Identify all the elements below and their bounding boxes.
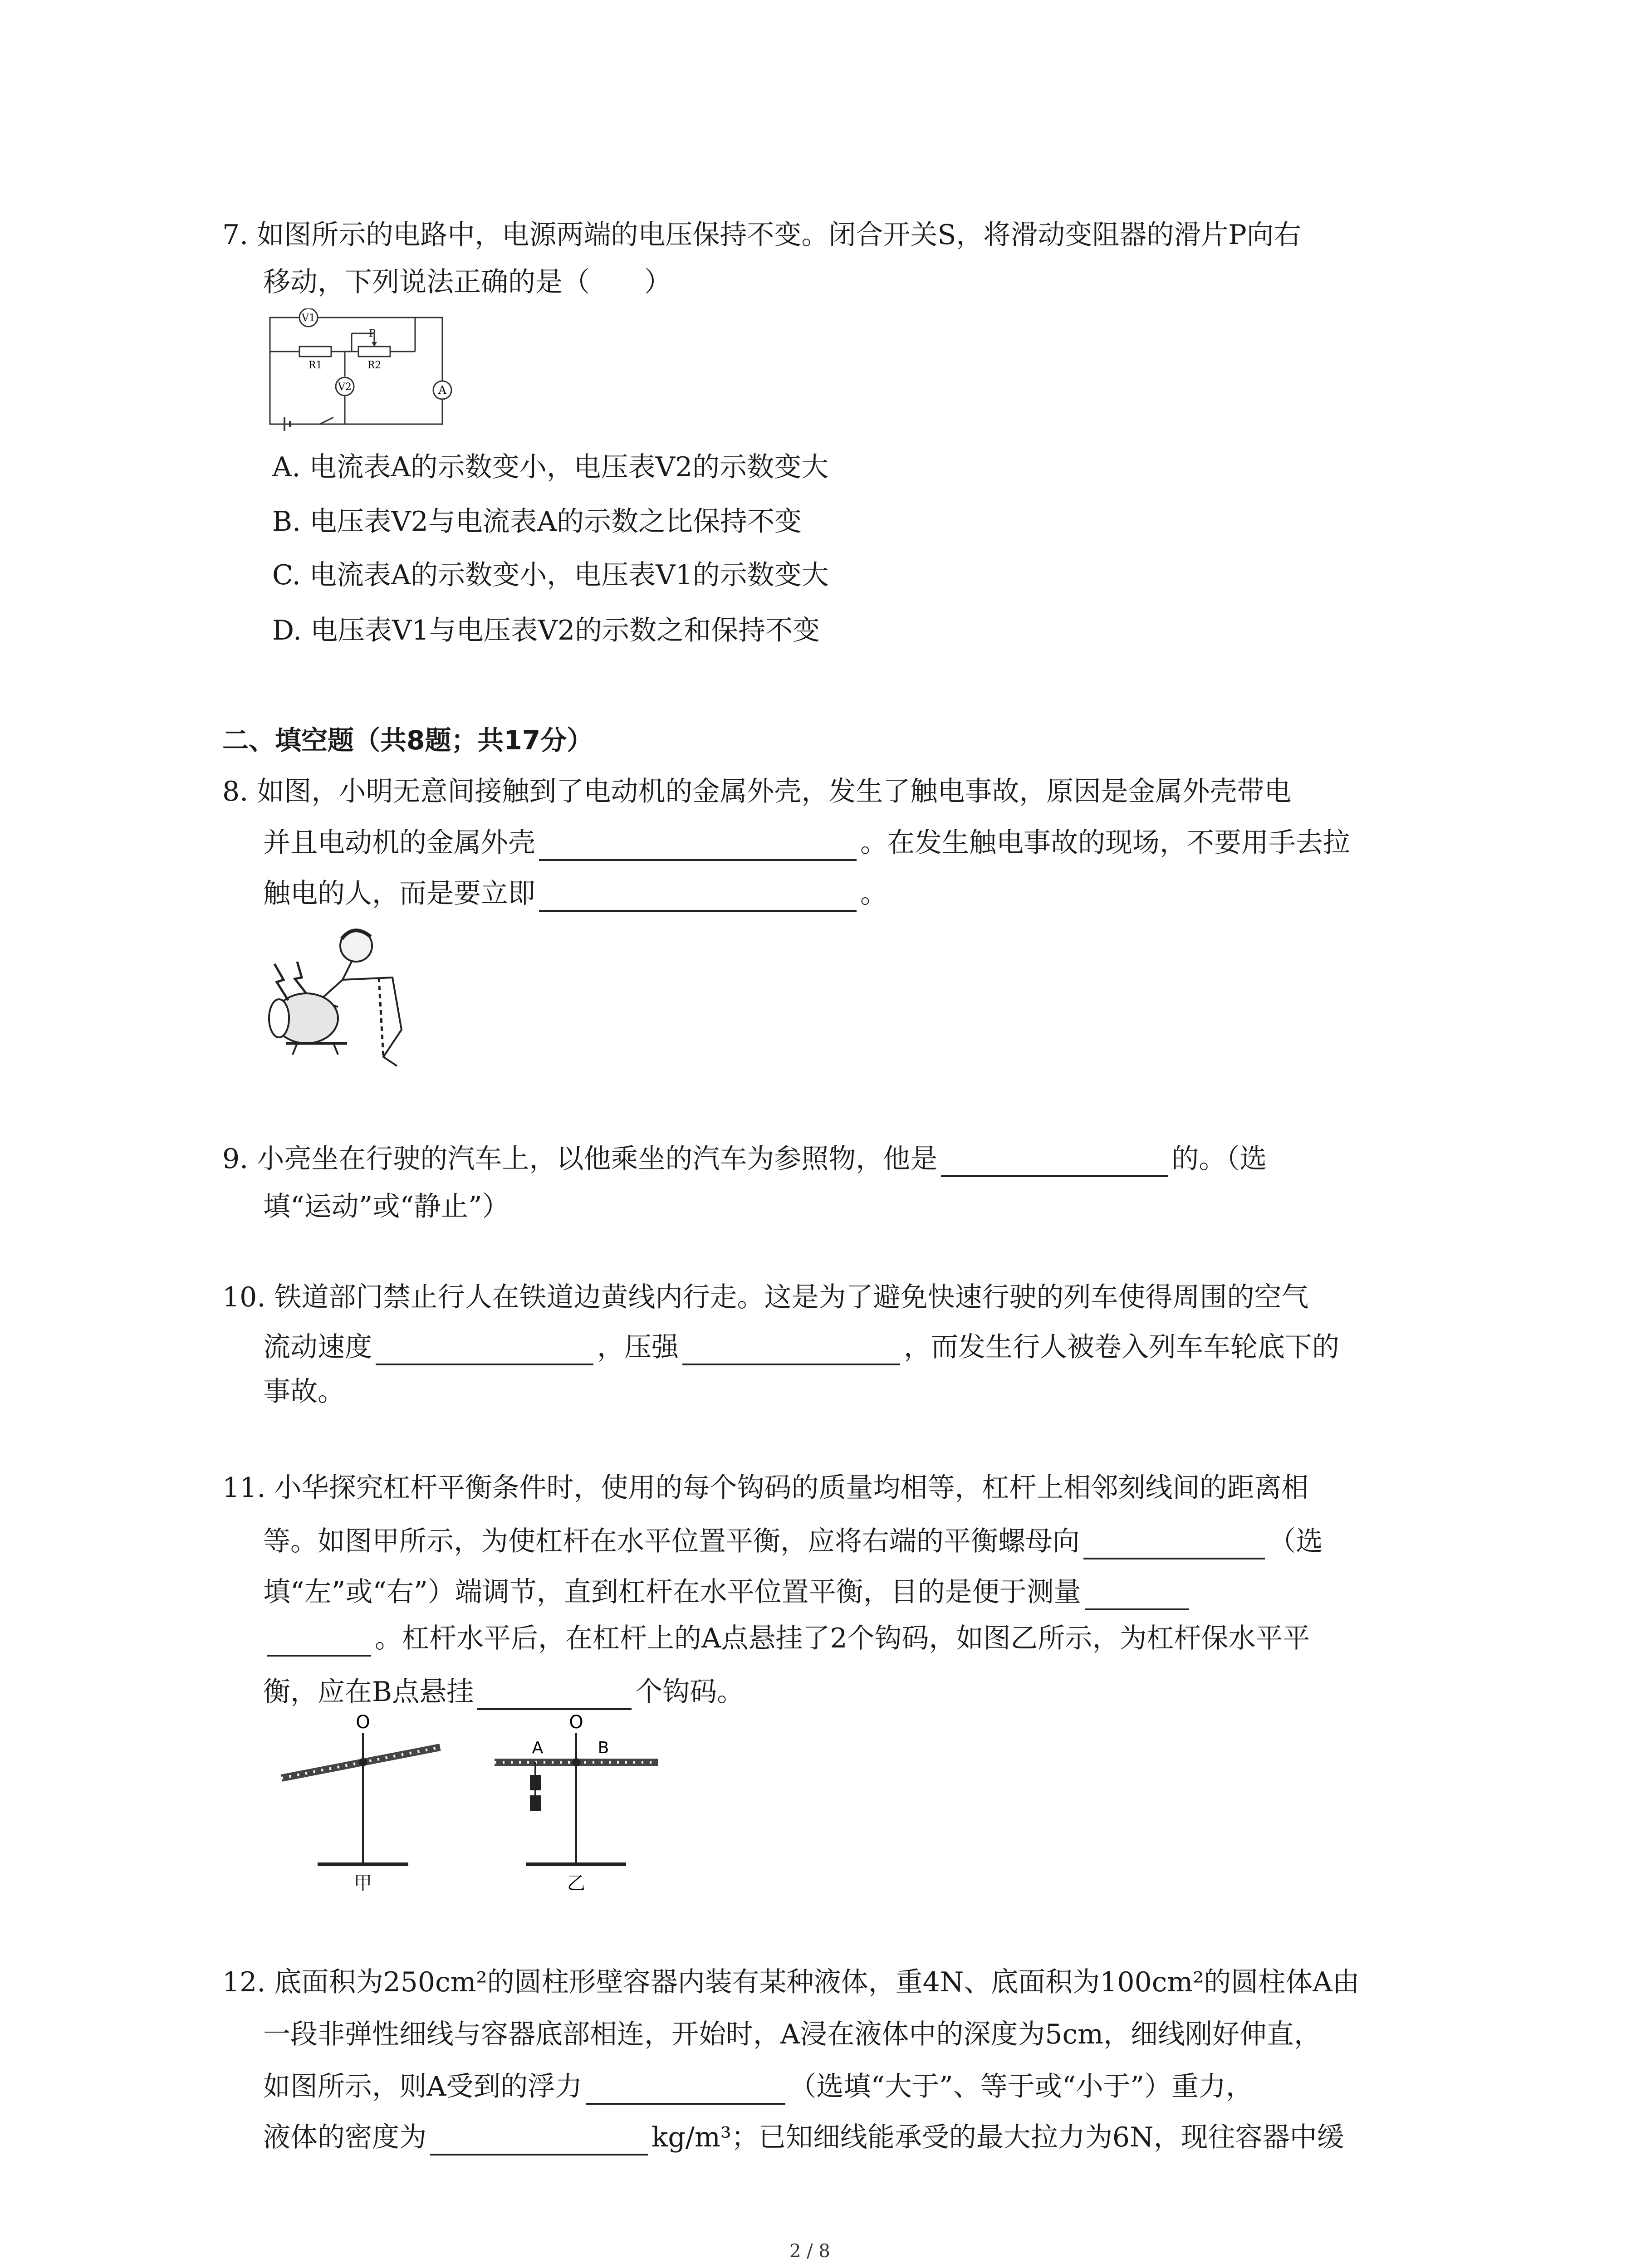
caption-yi: 乙 [567,1873,585,1894]
q12-blank-2[interactable] [430,2124,648,2156]
r1-label: R1 [308,360,323,371]
lever-jia-o-label: O [356,1715,370,1733]
ammeter-label: A [438,384,446,396]
q12-line2: 一段非弹性细线与容器底部相连，开始时，A浸在液体中的深度为5cm，细线刚好伸直， [263,2019,1321,2050]
q7-option-c: C. 电流表A的示数变小，电压表V1的示数变大 [272,559,829,591]
q11-line2: 等。如图甲所示，为使杠杆在水平位置平衡，应将右端的平衡螺母向 （选 [263,1523,1323,1559]
q11-line3: 填“左”或“右”）端调节，直到杠杆在水平位置平衡，目的是便于测量 [263,1574,1193,1610]
q10-blank-2[interactable] [682,1334,900,1365]
q7-option-d: D. 电压表V1与电压表V2的示数之和保持不变 [272,615,820,646]
q7-circuit-diagram [265,308,456,431]
q11-blank-2a[interactable] [1085,1579,1189,1610]
q8-blank-2[interactable] [539,880,857,912]
q12-line3: 如图所示，则A受到的浮力 （选填“大于”、等于或“小于”）重力， [263,2068,1253,2105]
electric-shock-illustration [265,921,442,1073]
section-heading: 二、填空题（共8题；共17分） [222,725,593,756]
q10-line2: 流动速度 ，压强 ，而发生行人被卷入列车车轮底下的 [263,1329,1339,1365]
q11-blank-1[interactable] [1083,1528,1265,1559]
q9-blank[interactable] [941,1145,1168,1177]
q8-blank-1[interactable] [539,829,857,861]
q10-blank-1[interactable] [376,1334,593,1365]
q11-line4: 。杠杆水平后，在杠杆上的A点悬挂了2个钩码，如图乙所示，为杠杆保水平平 [263,1620,1310,1657]
q7-line1: 7. 如图所示的电路中，电源两端的电压保持不变。闭合开关S，将滑动变阻器的滑片P向右 [222,219,1301,251]
q12-blank-1[interactable] [586,2073,785,2105]
q8-line3: 触电的人，而是要立即 。 [263,875,887,912]
page-number: 2 / 8 [789,2241,830,2262]
q11-blank-3[interactable] [477,1678,632,1710]
p-label: P [369,328,376,339]
caption-jia: 甲 [354,1873,372,1894]
q9-line1: 9. 小亮坐在行驶的汽车上，以他乘坐的汽车为参照物，他是 的。（选 [222,1141,1267,1177]
v1-label: V1 [302,313,315,324]
lever-yi-a-label: A [532,1739,544,1757]
q7-line2: 移动，下列说法正确的是（ ） [263,266,671,298]
q7-option-a: A. 电流表A的示数变小，电压表V2的示数变大 [272,451,829,483]
q8-line1: 8. 如图，小明无意间接触到了电动机的金属外壳，发生了触电事故，原因是金属外壳带电 [222,776,1292,807]
v2-label: V2 [338,381,352,393]
r2-label: R2 [367,360,382,371]
q10-line3: 事故。 [263,1376,345,1408]
q12-line1: 12. 底面积为250cm²的圆柱形壁容器内装有某种液体，重4N、底面积为100cm²的圆柱体A由 [222,1966,1360,1998]
q8-line2: 并且电动机的金属外壳 。在发生触电事故的现场，不要用手去拉 [263,825,1350,861]
q11-lever-figures [272,1715,703,1896]
q11-line1: 11. 小华探究杠杆平衡条件时，使用的每个钩码的质量均相等，杠杆上相邻刻线间的距离相 [222,1472,1309,1504]
q12-line4: 液体的密度为 kg/m³；已知细线能承受的最大拉力为6N，现往容器中缓 [263,2119,1344,2156]
q11-blank-2b[interactable] [267,1625,371,1657]
q11-line5: 衡，应在B点悬挂 个钩码。 [263,1674,744,1710]
q10-line1: 10. 铁道部门禁止行人在铁道边黄线内行走。这是为了避免快速行驶的列车使得周围的空气 [222,1281,1309,1313]
q9-line2: 填“运动”或“静止”） [263,1191,509,1222]
lever-yi-b-label: B [598,1739,609,1757]
lever-yi-o-label: O [569,1715,583,1733]
q7-option-b: B. 电压表V2与电流表A的示数之比保持不变 [272,506,802,538]
